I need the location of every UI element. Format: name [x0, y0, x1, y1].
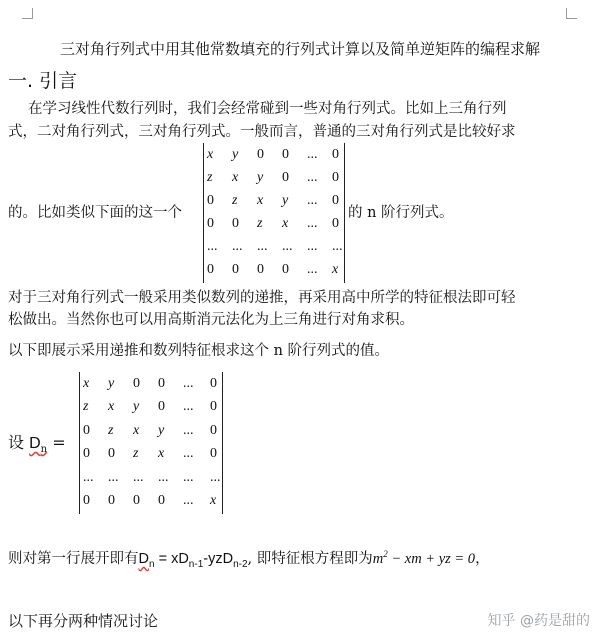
set-dn-label: 设 $D_n$ =: [8, 433, 66, 455]
para2-line-1: 对于三对角行列式一般采用类似数列的递推，再采用高中所学的特征根法即可轻: [8, 290, 516, 306]
determinant-matrix: [203, 143, 345, 283]
matrix-cell: 0: [332, 146, 339, 162]
document-title: 三对角行列式中用其他常数填充的行列式计算以及简单逆矩阵的编程求解: [59, 40, 540, 58]
matrix-cell: ...: [307, 192, 318, 208]
matrix-cell: ...: [282, 238, 293, 254]
matrix-cell: 0: [83, 493, 90, 509]
corner-mark: [566, 8, 577, 19]
matrix-row: [207, 212, 343, 235]
matrix-cell: ...: [183, 399, 194, 415]
matrix-cell: z: [232, 192, 238, 208]
matrix-row: [207, 166, 343, 189]
matrix-cell: 0: [158, 375, 165, 391]
matrix-cell: 0: [133, 493, 140, 509]
para2-line-2: 松做出。当然你也可以用高斯消元法化为上三角进行对角求积。: [8, 312, 414, 328]
matrix-cell: ...: [307, 261, 318, 277]
matrix-row: [207, 189, 343, 212]
matrix-row: [83, 466, 221, 490]
matrix-row: [207, 235, 343, 258]
matrix-cell: 0: [210, 422, 217, 438]
matrix-cell: 0: [232, 215, 239, 231]
matrix-cell: 0: [108, 446, 115, 462]
matrix-row: [83, 490, 221, 514]
matrix-cell: ...: [183, 446, 194, 462]
matrix-cell: ...: [133, 469, 144, 485]
para3: 以下即展示采用递推和数列特征根求这个 n 阶行列式的值。: [8, 343, 390, 359]
matrix-cell: 0: [83, 446, 90, 462]
matrix-cell: y: [158, 422, 165, 438]
matrix-row: [83, 419, 221, 443]
matrix-cell: ...: [183, 493, 194, 509]
matrix-cell: x: [207, 146, 214, 162]
matrix-cell: x: [332, 261, 339, 277]
section-heading: 一. 引言: [8, 70, 78, 92]
matrix-cell: ...: [183, 469, 194, 485]
matrix-cell: 0: [332, 215, 339, 231]
intro-line-1: 在学习线性代数行列时，我们会经常碰到一些对角行列式。比如上三角行列: [28, 101, 507, 117]
watermark: 知乎 @药是甜的: [487, 613, 590, 629]
matrix-cell: y: [232, 146, 239, 162]
corner-mark: [22, 8, 33, 19]
matrix-cell: ...: [183, 375, 194, 391]
matrix-cell: x: [108, 399, 115, 415]
matrix-cell: 0: [282, 169, 289, 185]
matrix-cell: ...: [307, 215, 318, 231]
matrix-cell: ...: [108, 469, 119, 485]
matrix-cell: 0: [158, 399, 165, 415]
matrix-cell: 0: [332, 169, 339, 185]
matrix-cell: 0: [158, 493, 165, 509]
matrix-cell: ...: [207, 238, 218, 254]
matrix-cell: 0: [257, 146, 264, 162]
matrix-cell: 0: [207, 192, 214, 208]
matrix-cell: ...: [183, 422, 194, 438]
matrix-cell: 0: [133, 375, 140, 391]
intro-line-3-end: 的 n 阶行列式。: [348, 205, 454, 221]
intro-line-2: 式，二对角行列式，三对角行列式。一般而言，普通的三对角行列式是比较好求: [8, 124, 516, 140]
matrix-row: [83, 396, 221, 420]
determinant-matrix-dn: [79, 372, 223, 514]
matrix-cell: 0: [207, 261, 214, 277]
matrix-cell: 0: [210, 446, 217, 462]
matrix-cell: ...: [210, 469, 221, 485]
matrix-cell: y: [133, 399, 140, 415]
matrix-cell: ...: [158, 469, 169, 485]
matrix-cell: 0: [282, 146, 289, 162]
matrix-cell: 0: [83, 422, 90, 438]
matrix-cell: 0: [257, 261, 264, 277]
matrix-cell: x: [158, 446, 165, 462]
matrix-cell: y: [257, 169, 264, 185]
matrix-cell: x: [83, 375, 90, 391]
matrix-cell: z: [133, 446, 139, 462]
matrix-row: [207, 143, 343, 166]
matrix-cell: 0: [282, 261, 289, 277]
matrix-cell: 0: [210, 375, 217, 391]
characteristic-equation: $m^2$ − xm + yz = 0: [372, 549, 476, 567]
matrix-cell: x: [133, 422, 140, 438]
matrix-cell: 0: [207, 215, 214, 231]
matrix-cell: x: [257, 192, 264, 208]
matrix-row: [83, 443, 221, 467]
matrix-cell: ...: [307, 169, 318, 185]
matrix-cell: ...: [83, 469, 94, 485]
matrix-cell: ...: [307, 238, 318, 254]
matrix-cell: z: [257, 215, 263, 231]
matrix-cell: x: [210, 493, 217, 509]
matrix-cell: 0: [232, 261, 239, 277]
matrix-cell: x: [282, 215, 289, 231]
matrix-cell: y: [108, 375, 115, 391]
matrix-row: [83, 372, 221, 396]
matrix-cell: x: [232, 169, 239, 185]
matrix-cell: 0: [332, 192, 339, 208]
matrix-cell: ...: [232, 238, 243, 254]
matrix-cell: ...: [257, 238, 268, 254]
matrix-cell: 0: [108, 493, 115, 509]
matrix-cell: ...: [332, 238, 343, 254]
matrix-cell: y: [282, 192, 289, 208]
para4: 以下再分两种情况讨论: [8, 612, 159, 630]
matrix-cell: z: [207, 169, 213, 185]
matrix-cell: 0: [210, 399, 217, 415]
intro-line-3: 的。比如类似下面的这一个: [8, 205, 182, 221]
recurrence-line: 则对第一行展开即有$D_n = xD_{n-1}-yzD_{n-2}$, 即特征根方程即为$m^2$ − xm + yz = 0，: [8, 549, 490, 570]
matrix-cell: z: [83, 399, 89, 415]
matrix-row: [207, 258, 343, 281]
matrix-cell: ...: [307, 146, 318, 162]
matrix-cell: z: [108, 422, 114, 438]
